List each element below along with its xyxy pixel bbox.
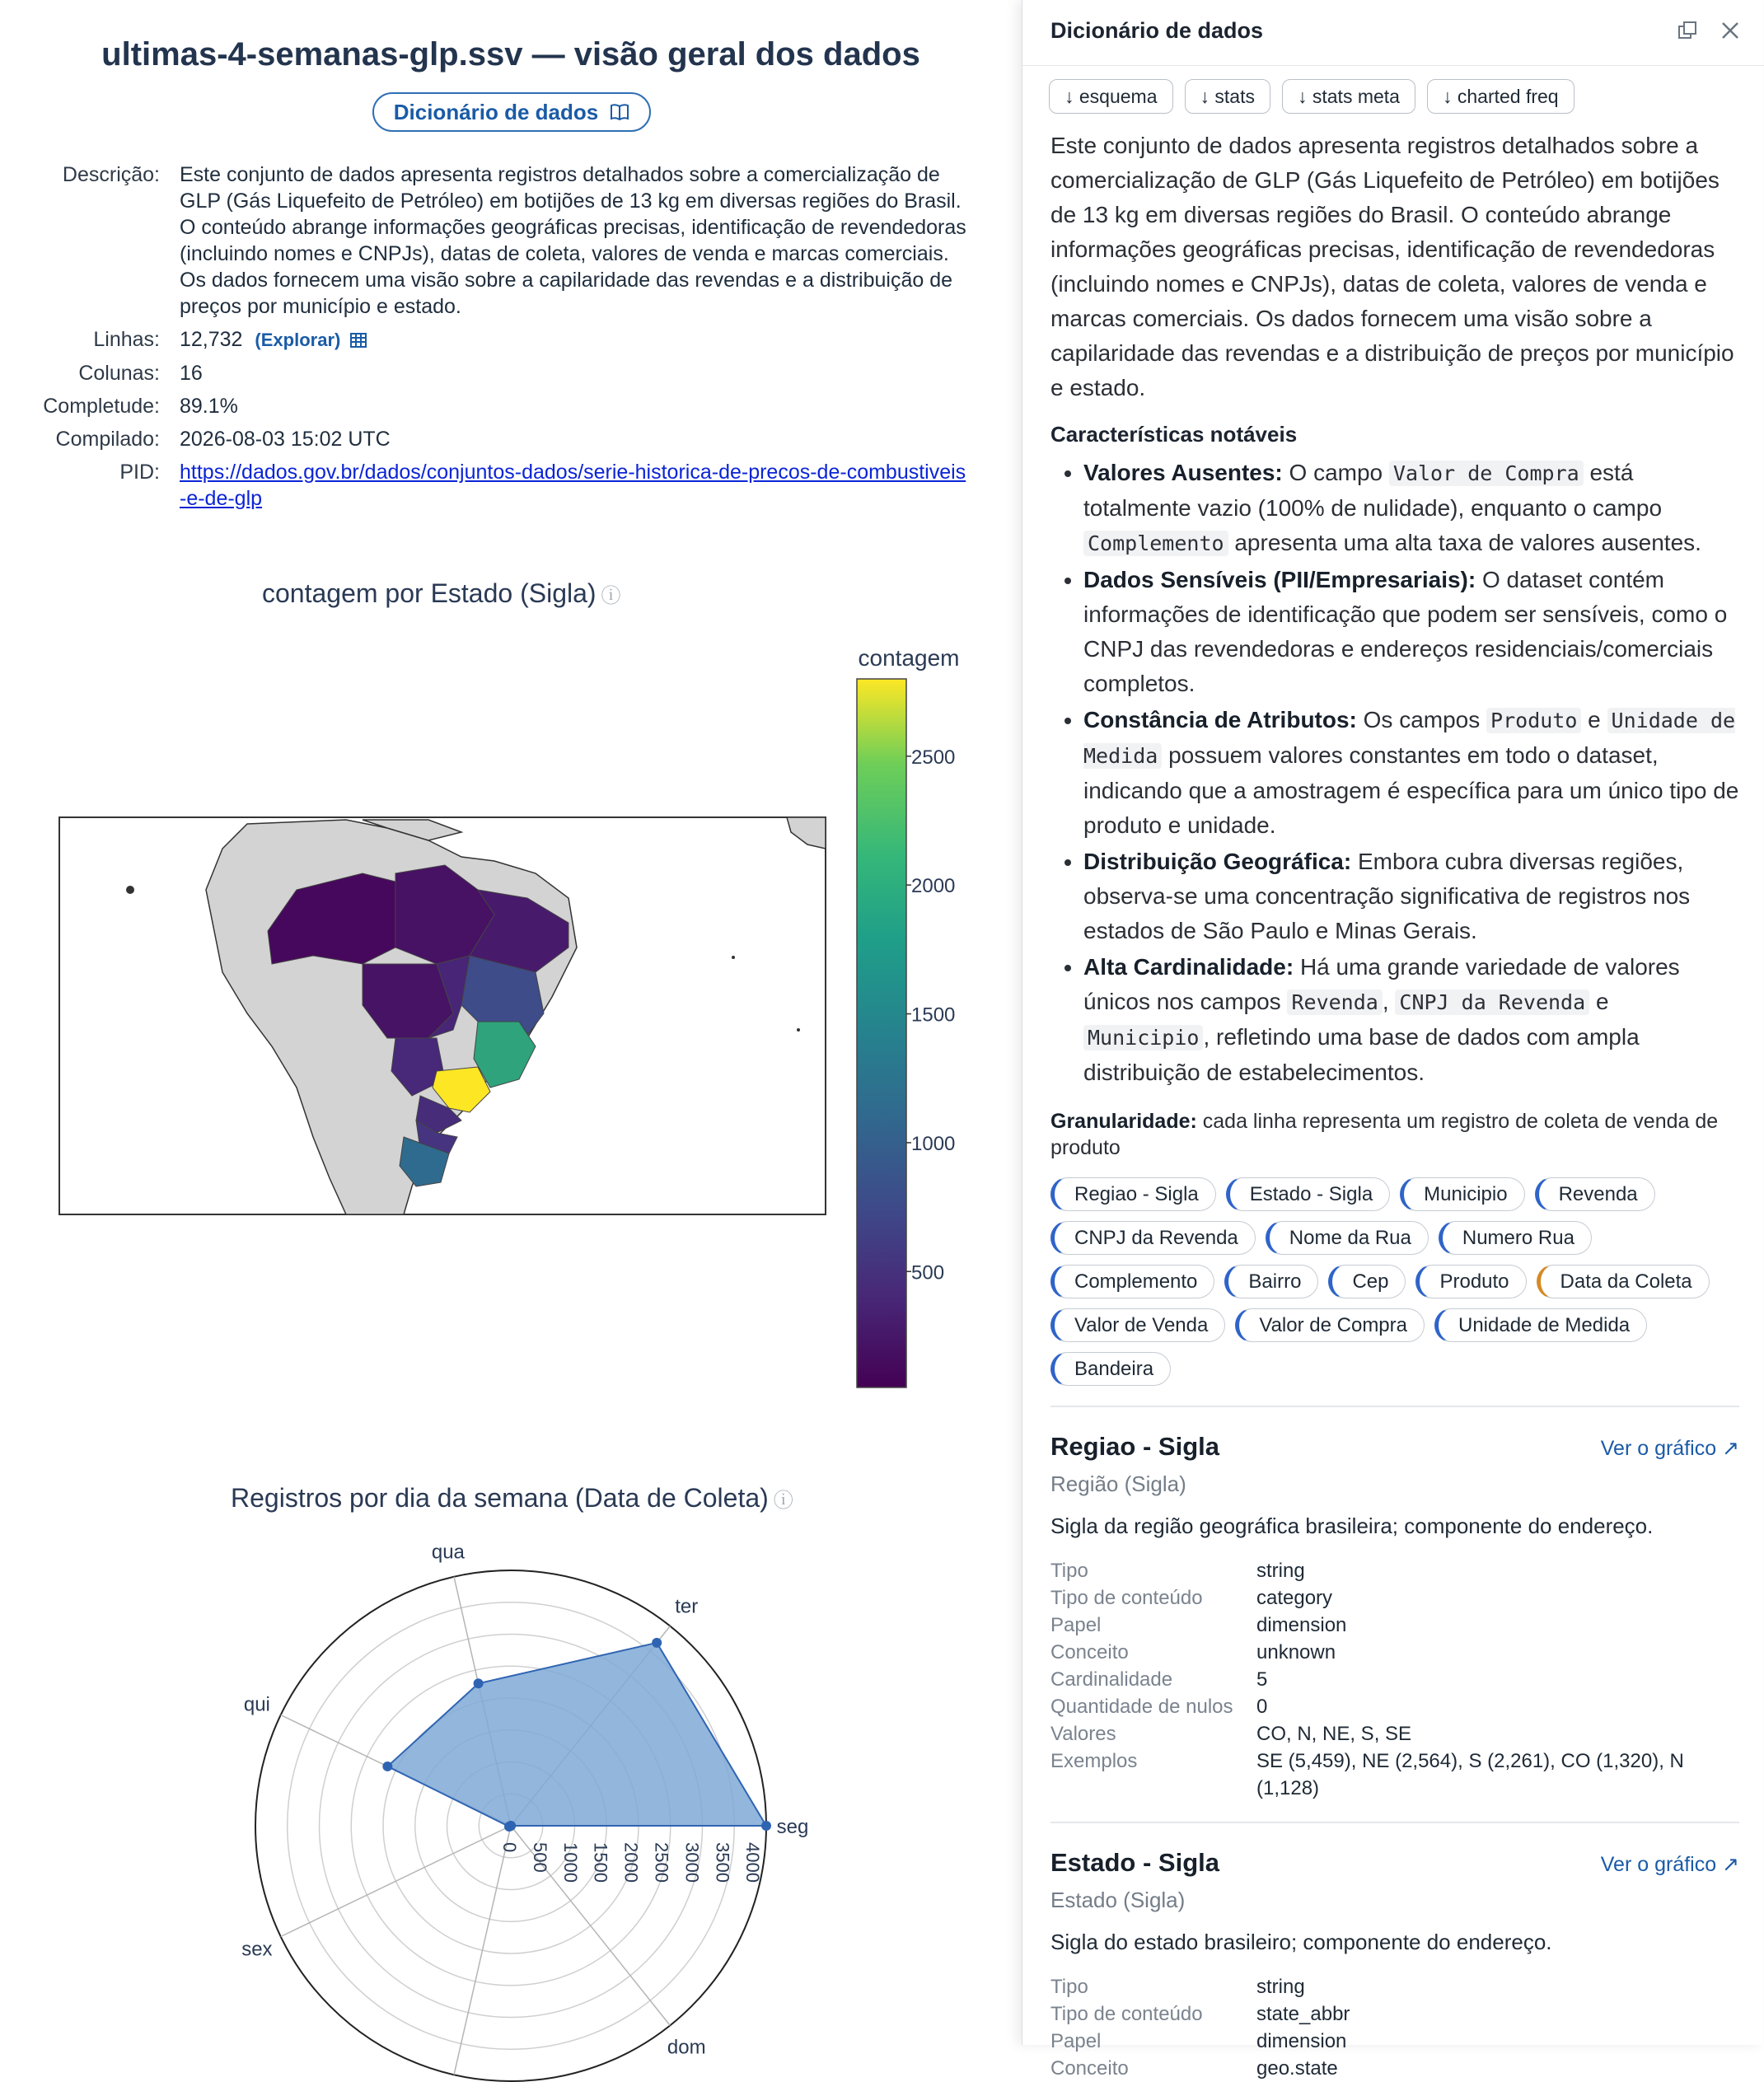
chip-stats-meta[interactable]: ↓ stats meta (1282, 79, 1415, 114)
note-item (1083, 563, 1739, 701)
column-tag[interactable]: Estado - Sigla (1226, 1177, 1390, 1211)
field-details (1050, 1432, 1739, 2082)
info-icon[interactable]: ⓘ (773, 1490, 793, 1512)
radar-series-area (387, 1643, 766, 1827)
column-tag[interactable]: Data da Coleta (1537, 1265, 1710, 1298)
meta-label: PID: (119, 461, 160, 484)
code-chip: Valor de Compra (1389, 461, 1584, 486)
dataset-description: Este conjunto de dados apresenta registros detalhados sobre a comercialização de GLP (Gás Liquefeito de Petróleo) em botijões de 13 kg em diversas regiões do Brasil. O conteúdo abrange informações geográficas precisas, identificação de revendedoras (incluindo nomes e CNPJs), datas de coleta, valores de venda e marcas comerciais. Os dados fornecem uma visão sobre a capilaridade das revendas e a distribuição de preços por município e estado. (180, 163, 966, 318)
radar-category-label: ter (675, 1595, 699, 1618)
download-chips (1049, 79, 1574, 114)
radar-axis-tick-label: 0 (499, 1842, 520, 1853)
radar-spoke (454, 1826, 511, 2075)
field-property-row (1050, 1973, 1739, 2000)
note-item (1083, 950, 1739, 1090)
note-text: Há uma grande variedade de valores únicos nos campos (1083, 954, 1680, 1014)
chip-charted-freq[interactable]: ↓ charted freq (1427, 79, 1574, 114)
note-text: , (1382, 989, 1396, 1014)
explore-link-label: (Explorar) (255, 330, 341, 350)
field-description: Sigla da região geográfica brasileira; componente do endereço. (1050, 1514, 1654, 1538)
close-icon[interactable] (1716, 16, 1744, 44)
property-value: string (1256, 1560, 1305, 1582)
panel-header (1022, 0, 1764, 66)
property-value: dimension (1256, 1614, 1347, 1636)
granularity-label: Granularidade: (1050, 1110, 1197, 1133)
colorbar-tick-label: 2500 (911, 746, 956, 769)
field-block (1050, 1848, 1739, 2082)
page-title: ultimas-4-semanas-glp.ssv — visão geral dos dados (101, 36, 920, 73)
field-subtitle: Região (Sigla) (1050, 1471, 1186, 1496)
code-chip: Revenda (1287, 990, 1382, 1015)
radar-category-label: dom (667, 2036, 706, 2059)
field-description: Sigla do estado brasileiro; componente do endereço. (1050, 1930, 1552, 1954)
note-title: Dados Sensíveis (PII/Empresariais): (1083, 567, 1476, 592)
column-tags (1050, 1177, 1734, 1386)
colorbar-tick-label: 500 (911, 1261, 945, 1284)
property-value: string (1256, 1976, 1305, 1998)
field-header (1050, 1848, 1739, 1878)
note-text: O dataset contém informações de identificação que podem ser sensíveis, como o CNPJ das revendedoras e endereços residenciais/comerciais completos. (1083, 567, 1728, 696)
field-property-row (1050, 1693, 1739, 1720)
property-value: state_abbr (1256, 2003, 1350, 2025)
note-text: está totalmente vazio (100% de nulidade), enquanto o campo (1083, 460, 1663, 521)
code-chip: Unidade de Medida (1083, 709, 1736, 768)
meta-label: Compilado: (55, 428, 160, 451)
view-chart-link[interactable]: Ver o gráfico ↗ (1600, 1437, 1739, 1460)
field-property-row (1050, 1612, 1739, 1639)
colorbar-tick-label: 1500 (911, 1004, 956, 1027)
meta-label: Linhas: (93, 328, 160, 351)
property-key: Papel (1050, 1614, 1102, 1636)
note-item (1083, 844, 1739, 948)
radar-category-label: seg (776, 1816, 809, 1838)
property-value: 5 (1256, 1668, 1268, 1691)
column-tag[interactable]: CNPJ da Revenda (1050, 1221, 1256, 1255)
property-key: Tipo de conteúdo (1050, 2003, 1203, 2025)
compiled-timestamp: 2026-08-03 15:02 UTC (180, 428, 391, 451)
field-property-row (1050, 1584, 1739, 1612)
info-icon[interactable]: ⓘ (601, 585, 621, 607)
field-property-row (1050, 1720, 1739, 1747)
column-tag[interactable]: Valor de Compra (1235, 1308, 1425, 1342)
radar-point[interactable] (761, 1821, 771, 1831)
note-text: Embora cubra diversas regiões, observa-se uma concentração significativa de registros nos estados de São Paulo e Minas Gerais. (1083, 849, 1691, 943)
chip-esquema[interactable]: ↓ esquema (1049, 79, 1173, 114)
note-text: Os campos (1356, 707, 1487, 732)
field-property-row (1050, 2000, 1739, 2028)
field-name: Regiao - Sigla (1050, 1432, 1219, 1461)
popout-icon[interactable] (1673, 16, 1701, 44)
property-key: Conceito (1050, 1641, 1129, 1663)
column-tag[interactable]: Bairro (1224, 1265, 1318, 1298)
radar-category-label: qua (431, 1541, 465, 1564)
column-tag[interactable]: Unidade de Medida (1434, 1308, 1647, 1342)
row-count-value: 12,732 (180, 328, 243, 351)
panel-title: Dicionário de dados (1050, 18, 1264, 43)
column-tag[interactable]: Revenda (1535, 1177, 1655, 1211)
radar-axis-tick-label: 4000 (742, 1842, 764, 1883)
radar-point[interactable] (506, 1821, 516, 1831)
field-property-row (1050, 2055, 1739, 2082)
field-property-row (1050, 1666, 1739, 1693)
meta-label: Completude: (43, 395, 160, 418)
pid-link[interactable]: https://dados.gov.br/dados/conjuntos-dados/serie-historica-de-precos-de-combustiveis-e-de-glp (180, 461, 966, 510)
field-property-row (1050, 1747, 1739, 1802)
meta-label: Colunas: (78, 362, 160, 385)
field-property-row (1050, 2028, 1739, 2055)
field-name: Estado - Sigla (1050, 1848, 1219, 1877)
view-chart-link[interactable]: Ver o gráfico ↗ (1600, 1853, 1739, 1876)
code-chip: Produto (1486, 708, 1581, 733)
property-key: Tipo de conteúdo (1050, 1587, 1203, 1609)
panel-description: Este conjunto de dados apresenta registros detalhados sobre a comercialização de GLP (Gás Liquefeito de Petróleo) em botijões de 13 kg em diversas regiões do Brasil. O conteúdo abrange informações geográficas precisas, identificação de revendedoras (incluindo nomes e CNPJs), datas de coleta, valores de venda e marcas comerciais. Os dados fornecem uma visão sobre a capilaridade das revendas e a distribuição de preços por município e estado. (1050, 133, 1734, 400)
column-tag[interactable]: Regiao - Sigla (1050, 1177, 1216, 1211)
property-value: 0 (1256, 1696, 1268, 1718)
property-value: dimension (1256, 2030, 1347, 2052)
chip-stats[interactable]: ↓ stats (1185, 79, 1270, 114)
field-subtitle: Estado (Sigla) (1050, 1888, 1186, 1912)
radar-axis-tick-label: 500 (529, 1842, 550, 1873)
column-tag[interactable]: Nome da Rua (1266, 1221, 1429, 1255)
note-title: Distribuição Geográfica: (1083, 849, 1352, 874)
column-tag[interactable]: Valor de Venda (1050, 1308, 1225, 1342)
radar-axis-tick-label: 1000 (559, 1842, 581, 1883)
note-text: e (1581, 707, 1607, 732)
property-value: unknown (1256, 1641, 1336, 1663)
granularity (1050, 1108, 1739, 1161)
field-header (1050, 1432, 1739, 1462)
colorbar-tick-label: 1000 (911, 1132, 956, 1155)
note-text: O campo (1282, 460, 1389, 485)
property-value: CO, N, NE, S, SE (1256, 1723, 1412, 1745)
note-item (1083, 456, 1739, 561)
notable-heading: Características notáveis (1050, 422, 1298, 447)
note-text: , refletindo uma base de dados com ampla distribuição de estabelecimentos. (1083, 1024, 1640, 1085)
column-tag[interactable]: Municipio (1400, 1177, 1524, 1211)
note-title: Alta Cardinalidade: (1083, 954, 1294, 980)
column-tag[interactable]: Numero Rua (1439, 1221, 1592, 1255)
radar-axis-tick-label: 2500 (651, 1842, 672, 1883)
column-tag[interactable]: Complemento (1050, 1265, 1214, 1298)
divider (1050, 1406, 1739, 1407)
radar-category-label: sex (241, 1938, 273, 1961)
code-chip: CNPJ da Revenda (1395, 990, 1589, 1015)
radar-point[interactable] (652, 1638, 662, 1648)
column-tag[interactable]: Cep (1328, 1265, 1406, 1298)
divider (1050, 1822, 1739, 1823)
note-text: apresenta uma alta taxa de valores ausentes. (1228, 530, 1701, 555)
radar-category-label: qui (243, 1693, 270, 1716)
code-chip: Municipio (1083, 1025, 1203, 1050)
property-key: Tipo (1050, 1560, 1088, 1582)
column-count: 16 (180, 362, 203, 385)
property-key: Tipo (1050, 1976, 1088, 1998)
field-block (1050, 1432, 1739, 1802)
notable-list (1050, 456, 1739, 1090)
radar-point[interactable] (382, 1762, 392, 1771)
data-dictionary-panel (1022, 0, 1763, 2080)
meta-label: Descrição: (62, 163, 160, 186)
field-property-row (1050, 1639, 1739, 1666)
property-key: Valores (1050, 1723, 1116, 1745)
colorbar-tick-label: 2000 (911, 875, 956, 898)
property-key: Exemplos (1050, 1750, 1138, 1772)
radar-spoke (281, 1826, 511, 1937)
radar-axis-tick-label: 3500 (712, 1842, 733, 1883)
property-key: Cardinalidade (1050, 1668, 1173, 1691)
data-dictionary-button-label: Dicionário de dados (393, 99, 599, 124)
property-value: geo.state (1256, 2057, 1338, 2080)
note-text: e (1589, 989, 1609, 1014)
radar-axis-tick-label: 3000 (681, 1842, 703, 1883)
field-property-row (1050, 1557, 1739, 1584)
note-title: Constância de Atributos: (1083, 707, 1357, 732)
map-chart-title-text: contagem por Estado (Sigla) (262, 578, 597, 608)
column-tag[interactable]: Produto (1415, 1265, 1526, 1298)
property-value: SE (5,459), NE (2,564), S (2,261), CO (1,320), N (1,128) (1256, 1750, 1684, 1799)
property-key: Papel (1050, 2030, 1102, 2052)
property-key: Conceito (1050, 2057, 1129, 2080)
radar-point[interactable] (474, 1678, 484, 1688)
panel-body (1050, 129, 1739, 2082)
completeness: 89.1% (180, 395, 238, 418)
radar-chart-title-text: Registros por dia da semana (Data de Coleta) (231, 1483, 769, 1513)
radar-axis-tick-label: 2000 (620, 1842, 642, 1883)
note-text: possuem valores constantes em todo o dataset, indicando que a amostragem é específica para um único tipo de produto e unidade. (1083, 742, 1739, 838)
granularity-text: cada linha representa um registro de coleta de venda de produto (1050, 1110, 1719, 1159)
note-item (1083, 703, 1739, 843)
radar-axis-tick-label: 1500 (590, 1842, 611, 1883)
colorbar-title: contagem (858, 645, 960, 671)
property-key: Quantidade de nulos (1050, 1696, 1233, 1718)
property-value: category (1256, 1587, 1333, 1609)
note-title: Valores Ausentes: (1083, 460, 1283, 485)
column-tag[interactable]: Bandeira (1050, 1352, 1171, 1386)
code-chip: Complemento (1083, 531, 1228, 556)
